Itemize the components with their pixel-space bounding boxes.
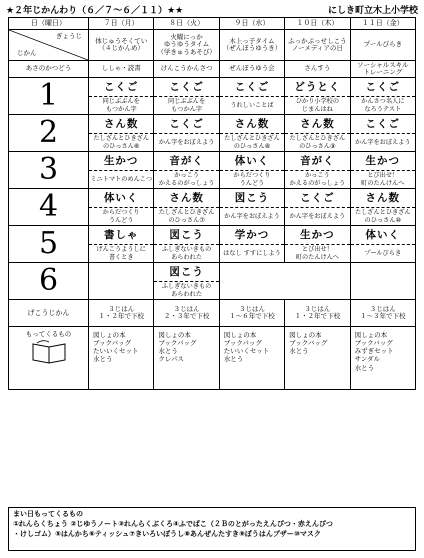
bring-cell [219, 327, 284, 390]
note-cell: かんさつ名人に なろうテスト [350, 97, 415, 115]
event-cell: ふっかぶっせしこう ノーメディアの日 [285, 30, 350, 61]
dismissal-row [9, 300, 416, 327]
note-cell: ミニトマトのめんこつ [89, 171, 154, 189]
day-label: 日（曜日） [9, 18, 89, 30]
morning-cell: ぜんぼうゆう会 [219, 61, 284, 78]
bring-item: たいいくセット [93, 347, 139, 356]
morning-cell: さんすう [285, 61, 350, 78]
morning-cell: ししゃ・読書 [89, 61, 154, 78]
note-cell: たしざんとひきざん のひっさん⑧ [219, 134, 284, 152]
period-subject-row [9, 152, 416, 171]
note-cell: かん字をおぼえよう [350, 134, 415, 152]
bring-item: ブックバッグ [158, 339, 197, 348]
subject-cell: さん数 [89, 115, 154, 134]
subject-cell: こくご [154, 78, 219, 97]
bring-item: ブックバッグ [93, 339, 132, 348]
note-cell: かん字をおぼえよう [219, 208, 284, 226]
period-number: 5 [9, 226, 89, 263]
period-subject-row [9, 189, 416, 208]
daily-title: まい日もってくるもの [13, 510, 83, 518]
event-cell: 木上っ子タイム （ぜんぼうゆうき） [219, 30, 284, 61]
daily-line-2: ・けしゴム）⑤はんかち⑥ティッシュ⑦きいろいぼうし⑧あんぜんたすき⑨ぼうはんブザー⑩マスク [13, 529, 321, 538]
illustration-cell [350, 263, 415, 300]
bring-cell [285, 327, 350, 390]
period-number: 1 [9, 78, 89, 115]
day-header: １０日（木） [285, 18, 350, 30]
note-cell: たしざんとひきざん のひっさん⑥ [89, 134, 154, 152]
book-drawing [29, 338, 69, 364]
dismissal-cell: ３じはん １・２年で下校 [285, 300, 350, 327]
note-cell: 同じぶぶんを もつかん字 [154, 97, 219, 115]
dismissal-cell: ３じはん ２・３年で下校 [154, 300, 219, 327]
note-cell: プールびらき [350, 245, 415, 263]
events-label-cell [9, 30, 89, 61]
dismissal-cell: ３じはん １〜６年で下校 [219, 300, 284, 327]
subject-cell: 体いく [219, 152, 284, 171]
bring-item: 図しょの本 [289, 331, 322, 339]
bring-cell [350, 327, 415, 390]
subject-cell: 体いく [89, 189, 154, 208]
bring-item: 水とう [223, 355, 244, 364]
bring-item: ブックバッグ [289, 339, 328, 348]
period-number: 2 [9, 115, 89, 152]
events-label: ぎょうじ [56, 32, 82, 40]
book-icon [10, 338, 87, 369]
bring-item: 図しょの本 [223, 331, 257, 339]
bring-label: もってくるもの [25, 330, 72, 338]
bring-row [9, 327, 416, 390]
subject-cell: さん数 [154, 189, 219, 208]
illustration-cell [89, 263, 154, 300]
note-cell: ふしぎないきもの あらわれた [154, 245, 219, 263]
dismissal-cell: ３じはん １・２年で下校 [89, 300, 154, 327]
subject-cell: 体いく [350, 226, 415, 245]
period-subject-row [9, 263, 416, 282]
subject-cell: 図こう [154, 263, 219, 282]
note-cell: ひかり小学校の じまんはね [285, 97, 350, 115]
page-title: ★２年じかんわり（６／７〜６／１１）★★ [6, 5, 184, 16]
time-label: じかん [17, 48, 37, 57]
subject-cell: 学かつ [219, 226, 284, 245]
bring-item: 図しょの本 [354, 331, 388, 339]
note-cell: 同じぶぶんを もつかん字 [89, 97, 154, 115]
morning-label: あさのかつどう [9, 61, 89, 78]
subject-cell: 書しゃ [89, 226, 154, 245]
period-subject-row [9, 115, 416, 134]
illustration-cell [219, 263, 350, 300]
note-cell: うれしいことば [219, 97, 284, 115]
subject-cell: 生かつ [89, 152, 154, 171]
bring-label-cell [9, 327, 89, 390]
schedule-table [8, 17, 416, 390]
subject-cell: 音がく [154, 152, 219, 171]
note-cell: たしざんとひきざん のひっさん⑨ [285, 134, 350, 152]
subject-cell: どうとく [285, 78, 350, 97]
bring-cell [154, 327, 219, 390]
subject-cell: こくご [154, 115, 219, 134]
note-cell: とび出せ！ 町のたんけんへ [285, 245, 350, 263]
bring-item: 水とう [289, 347, 309, 356]
period-number: 3 [9, 152, 89, 189]
note-cell: ふしぎないきもの あらわれた [154, 282, 219, 300]
bring-item: 水とう [93, 355, 113, 364]
note-cell: たしざんとひきざん のひっさん⑩ [350, 208, 415, 226]
daily-line-1: ①れんらくちょう ②じゆうノート③れんらくぶくろ④ふでばこ（２Ｂのとがったえんぴつ・赤えんぴつ [13, 519, 333, 528]
header-row [9, 18, 416, 30]
subject-cell: こくご [285, 189, 350, 208]
school-name: にしき町立木上小学校 [327, 5, 418, 16]
subject-cell: 音がく [285, 152, 350, 171]
note-cell: はなし すすにしよう [219, 245, 284, 263]
subject-cell: こくご [350, 115, 415, 134]
event-cell: 火曜にっか ゆうゆうタイム （学きゅうあそび） [154, 30, 219, 61]
note-cell: かっこう かえるのがっしょう [154, 171, 219, 189]
note-cell: かっこう かえるのがっしょう [285, 171, 350, 189]
period-number: 4 [9, 189, 89, 226]
subject-cell: 図こう [154, 226, 219, 245]
period-subject-row [9, 226, 416, 245]
event-cell: プールびらき [350, 30, 415, 61]
bring-item: みずぎセット [354, 347, 394, 356]
bring-item: たいいくセット [223, 347, 270, 356]
bring-item: クレパス [158, 355, 184, 364]
morning-cell: ソーシャルスキル トレーニング [350, 61, 415, 78]
daily-items-box [8, 507, 416, 551]
morning-row [9, 61, 416, 78]
day-header: ８日（火） [154, 18, 219, 30]
note-cell: とび出せ！ 町のたんけんへ [350, 171, 415, 189]
subject-cell: さん数 [219, 115, 284, 134]
subject-cell: 図こう [219, 189, 284, 208]
note-cell: かん字をおぼえよう [154, 134, 219, 152]
bring-item: ブックバッグ [354, 339, 393, 348]
dismissal-cell: ３じはん １〜３年で下校 [350, 300, 415, 327]
subject-cell: 生かつ [350, 152, 415, 171]
event-cell: 体じゅうそくてい （４じかんめ） [89, 30, 154, 61]
bring-item: 水とう [158, 347, 178, 356]
note-cell: からだつくり うんどう [89, 208, 154, 226]
subject-cell: こくご [219, 78, 284, 97]
subject-cell: さん数 [285, 115, 350, 134]
note-cell: げんこうようしに 書くとき [89, 245, 154, 263]
bring-item: サンダル [354, 355, 380, 364]
note-cell: からだつくり うんどう [219, 171, 284, 189]
note-cell: たしざんとひきざん のひっさん⑦ [154, 208, 219, 226]
events-row [9, 30, 416, 61]
day-header: １１日（金） [350, 18, 415, 30]
title-bar [6, 2, 418, 16]
bring-item: 図しょの本 [93, 331, 126, 339]
bring-item: 水とう [354, 363, 375, 372]
bring-item: ブックバッグ [223, 339, 262, 348]
note-cell: かん字をおぼえよう [285, 208, 350, 226]
subject-cell: こくご [89, 78, 154, 97]
period-number: 6 [9, 263, 89, 300]
morning-cell: けんこうかんさつ [154, 61, 219, 78]
day-header: ９日（水） [219, 18, 284, 30]
bring-cell [89, 327, 154, 390]
day-header: ７日（月） [89, 18, 154, 30]
subject-cell: さん数 [350, 189, 415, 208]
dismissal-label: げこうじかん [9, 300, 89, 327]
period-subject-row [9, 78, 416, 97]
bring-item: 図しょの本 [158, 331, 191, 339]
subject-cell: 生かつ [285, 226, 350, 245]
subject-cell: こくご [350, 78, 415, 97]
